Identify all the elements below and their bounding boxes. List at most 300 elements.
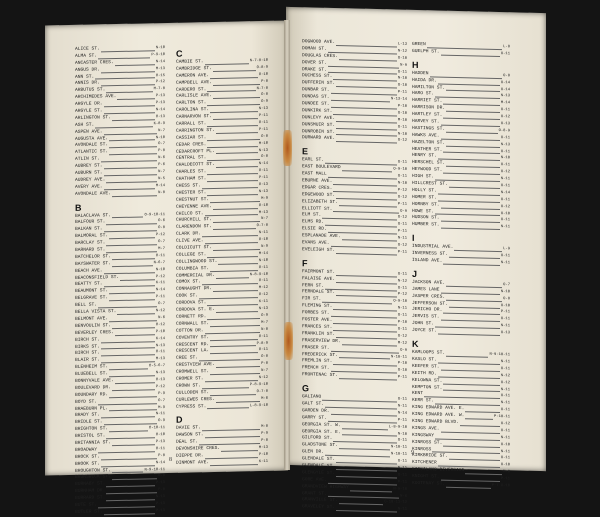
street-name: AUGUSTA AVE. [75, 135, 109, 142]
map-grid-code: O-12 [397, 334, 407, 339]
map-grid-code: O-8-9 [498, 128, 510, 134]
street-name: DAWSON ST. [176, 432, 204, 439]
map-grid-code: P-11 [397, 202, 407, 207]
street-name: KINROSS ST. [412, 439, 443, 446]
leader-line [112, 195, 157, 197]
map-grid-code: O-10-11 [149, 426, 165, 431]
street-name: DOVER ST. [302, 59, 327, 66]
street-name: DIEPPE DR. [176, 453, 204, 459]
street-name: GRANT ST. [302, 490, 327, 497]
leader-line [336, 253, 397, 255]
map-grid-code: K-11 [258, 300, 268, 305]
street-name: KEMPTON ST. [412, 384, 443, 391]
map-grid-code: K-11 [258, 459, 268, 464]
map-grid-code: O-11 [500, 317, 510, 322]
street-name: CAROLINA ST. [176, 107, 210, 114]
map-grid-code: P-11 [397, 250, 407, 255]
street-name: DINMONT AVE. [176, 459, 210, 466]
street-name: ATLIN ST. [75, 156, 100, 163]
map-grid-code: P-9-10 [151, 52, 165, 58]
map-grid-code: N-7-8-10 [249, 58, 268, 64]
map-grid-code: O-10-11-12 [384, 500, 407, 506]
map-grid-code: M-13 [155, 357, 165, 362]
map-grid-code: O-11 [397, 125, 407, 130]
right-page-column-1 [302, 39, 407, 514]
left-page-number: 8 [169, 456, 172, 463]
map-grid-code: P-12 [397, 293, 407, 298]
street-name: DUNBAR ST. [302, 87, 330, 94]
map-grid-code: O-12 [500, 204, 510, 209]
map-grid-code: O-11 [258, 169, 268, 174]
street-entry [75, 508, 165, 517]
street-name: HAMILTON ST. [412, 84, 446, 91]
street-name: FIR ST. [302, 296, 322, 303]
map-grid-code: N-9 [261, 244, 268, 250]
map-grid-code: O-11 [500, 108, 510, 113]
street-name: JOHN ST. [412, 321, 435, 327]
map-grid-code: O-7-8 [256, 389, 268, 394]
map-grid-code: O-9-10 [393, 299, 407, 305]
map-grid-code: P-8 [261, 79, 268, 84]
map-grid-code: N-10 [155, 135, 165, 140]
street-name: HAWKS AVE. [412, 132, 440, 139]
street-name: CHARLES ST. [176, 169, 207, 176]
leader-line [443, 264, 500, 266]
map-grid-code: N-13 [258, 189, 268, 194]
street-name: HIGH ST. [412, 174, 435, 180]
street-name: ANN ST. [75, 74, 95, 80]
street-name: ALICE ST. [75, 46, 100, 52]
street-name: KINGSWAY [412, 432, 435, 439]
map-grid-code: O-5-6-7 [149, 364, 165, 369]
street-name: EARL ST. [302, 157, 325, 164]
map-grid-code: O-11 [155, 446, 165, 452]
map-grid-code: O-11 [500, 366, 510, 372]
street-name: CORDOVA ST. E. [176, 307, 215, 313]
street-name: BENVOULIN ST. [75, 322, 111, 329]
street-name: ASPEN AVE. [75, 129, 103, 135]
map-grid-code: O-7 [503, 283, 510, 288]
map-grid-code: P-10 [258, 452, 268, 458]
map-grid-code: N-13 [258, 148, 268, 153]
map-grid-code: N-10-11 [391, 452, 407, 457]
street-name: BIRCH ST. [75, 350, 100, 357]
map-grid-code: L-8-9-10 [249, 403, 268, 408]
street-name: CARRINGTON ST. [176, 127, 215, 134]
map-grid-code: N-11 [500, 177, 510, 182]
street-name: BROUGHTON ST. [75, 467, 111, 474]
street-name: HOWE ST. [412, 208, 435, 215]
street-name: CONNAUGHT DR. [176, 286, 212, 293]
map-grid-code: N-11 [500, 324, 510, 329]
street-name: GLENGYLE ST. [302, 470, 336, 476]
map-grid-code: M-10 [397, 118, 407, 123]
street-name: FREDERICK ST. [302, 351, 338, 358]
map-grid-code: P-7-8-10 [491, 483, 510, 489]
street-name: BELGRAVE ST. [75, 295, 109, 302]
street-name: CHESTNUT ST. [176, 196, 210, 203]
map-grid-code: P-11 [258, 175, 268, 181]
street-name: CARRALL ST. [176, 121, 207, 127]
street-name: CARNARVON ST. [176, 114, 212, 120]
street-name: BALKAN ST. [75, 226, 103, 233]
street-name: GLENDALE ST. [302, 463, 336, 469]
street-entry [412, 328, 510, 337]
street-name: EVELEIGH ST. [302, 247, 336, 253]
map-grid-code: P-13 [155, 508, 165, 514]
street-name: ALMA ST. [75, 53, 98, 59]
map-grid-code: P-10 [397, 361, 407, 367]
street-name: CARLTON ST. [176, 100, 207, 107]
map-grid-code: O-11 [397, 222, 407, 228]
street-name: ESPLANADE AVE. [302, 233, 341, 240]
street-name: JACKSON AVE. [412, 279, 446, 286]
street-name: FOSTER AVE. [302, 317, 333, 324]
map-grid-code: O-12 [397, 216, 407, 221]
map-grid-code: N-13 [155, 343, 165, 348]
map-grid-code: N-11 [397, 306, 407, 312]
street-name: GRAVELEY ST. [302, 504, 336, 511]
street-name: ARBUTUS ST. [75, 87, 106, 94]
map-grid-code: M-14 [500, 101, 510, 106]
street-name: CAMBIE ST. [176, 59, 204, 65]
map-grid-code: N-11 [397, 466, 407, 471]
street-name: BURRARD ST. [75, 495, 106, 502]
map-grid-code: P-12 [155, 384, 165, 390]
section-letter: B [75, 202, 82, 213]
street-name: GARDEN DR. [302, 408, 330, 414]
map-grid-code: N-11 [500, 261, 510, 266]
street-name: DOUGLAS CRES. [302, 52, 338, 59]
street-name: BARNARD ST. [75, 247, 106, 253]
street-name: ANGUS DR. [75, 67, 100, 73]
leader-line [336, 141, 397, 143]
street-name: HASTINGS ST. [412, 125, 446, 132]
map-grid-code: O-11 [155, 253, 165, 259]
street-name: CHESS ST. [176, 183, 201, 189]
street-name: JOYCE ST. [412, 328, 437, 334]
map-grid-code: N-11 [155, 412, 165, 417]
street-name: CLARK DR. [176, 231, 201, 238]
map-grid-code: O-8-9 [256, 65, 268, 70]
map-grid-code: O-11 [500, 135, 510, 141]
map-grid-code: P-8 [158, 488, 165, 493]
section-letter: H [412, 59, 419, 70]
map-grid-code: N-11 [500, 225, 510, 230]
map-grid-code: P-10 [155, 329, 165, 334]
map-grid-code: N-8-9-10 [249, 272, 268, 277]
street-name: AUBURN ST. [75, 170, 103, 176]
map-grid-code: P-11 [397, 229, 407, 235]
map-grid-code: O-9-10 [393, 167, 407, 173]
street-name: ELSIE RD. [302, 226, 327, 233]
street-name: GLEN DR. [302, 449, 325, 455]
street-name: HOLLY ST. [412, 187, 437, 194]
street-name: BLAIR ST. [75, 357, 100, 364]
street-name: EDGAR CRES. [302, 185, 333, 191]
map-grid-code: P-8-9-10 [249, 382, 268, 388]
street-name: INVERNESS ST. [412, 251, 448, 257]
map-grid-code: O-11 [397, 438, 407, 444]
street-name: CAMERON AVE. [176, 72, 210, 79]
street-name: BARCLAY ST. [75, 240, 106, 247]
leader-line [104, 513, 155, 515]
street-name: EBURNE AVE. [302, 178, 333, 184]
map-grid-code: N-13 [258, 107, 268, 112]
map-grid-code: N-12 [397, 49, 407, 54]
map-grid-code: O-12 [397, 195, 407, 200]
street-name: HOMER ST. [412, 194, 437, 201]
map-grid-code: O-10 [397, 111, 407, 116]
street-name: ASH ST. [75, 122, 95, 128]
street-name: AUDREY AVE. [75, 177, 106, 183]
street-name: GORE AVE. [302, 476, 327, 483]
map-grid-code: P-11 [258, 127, 268, 132]
map-grid-code: O-9 [400, 209, 407, 214]
street-name: CEDAR CRES. [176, 141, 207, 148]
map-grid-code: N-7 [261, 368, 268, 374]
map-grid-code: N-10 [397, 132, 407, 137]
map-grid-code: N-11 [500, 387, 510, 392]
map-grid-code: P-10 [397, 104, 407, 109]
street-name: CORNETT RD. [176, 314, 207, 320]
map-grid-code: N-9-10 [393, 487, 407, 492]
street-name: FALAISE AVE. [302, 275, 336, 282]
street-name: HAIDA DR. [412, 77, 437, 84]
map-grid-code: O-11 [500, 149, 510, 154]
street-name: FERNDALE ST. [302, 289, 336, 296]
map-grid-code: P-13 [155, 101, 165, 106]
street-name: DOGWOOD AVE. [302, 39, 336, 46]
street-name: HEATHER ST. [412, 146, 443, 153]
street-name: CURLEWES CRES. [176, 396, 215, 403]
left-page-column-1 [75, 45, 165, 517]
map-grid-code: N-7 [158, 170, 165, 175]
map-grid-code: O-13 [155, 114, 165, 120]
map-grid-code: O-11 [397, 70, 407, 75]
map-grid-code: O-10 [258, 203, 268, 208]
street-name: CULLODEN ST. [176, 389, 210, 396]
map-grid-code: N-12 [397, 279, 407, 284]
map-grid-code: N-8 [158, 190, 165, 195]
map-grid-code: N-10 [258, 258, 268, 263]
street-name: HILLCREST ST. [412, 180, 448, 187]
street-name: KINGS AVE. [412, 425, 440, 432]
map-grid-code: O-11 [258, 279, 268, 284]
street-name: COMMERCIAL DR. [176, 272, 215, 279]
map-grid-code: N-10 [155, 267, 165, 272]
map-grid-code: N-14 [258, 162, 268, 167]
street-name: JERVIS ST. [412, 314, 440, 320]
street-name: EAST BOULEVARD [302, 164, 341, 171]
map-grid-code: P-11 [155, 295, 165, 300]
map-grid-code: N-11 [397, 236, 407, 241]
map-grid-code: O-10 [500, 211, 510, 216]
map-grid-code: O-10 [397, 83, 407, 89]
street-name: KING EDWARD AVE. W. [412, 411, 465, 419]
leader-line [207, 408, 248, 410]
street-name: DOMAN ST. [302, 46, 327, 52]
right-page-column-2 [412, 42, 510, 490]
street-name: KITSILANO DIVERSION [412, 467, 465, 474]
map-grid-code: M-7-8 [153, 87, 165, 92]
map-grid-code: P-13 [155, 481, 165, 486]
street-name: INDUSTRIAL AVE. [412, 244, 454, 251]
map-grid-code: M-6 [261, 396, 268, 401]
map-grid-code: P-9 [261, 432, 268, 437]
street-name: FRONTENAC ST. [302, 372, 338, 379]
map-grid-code: O-13 [258, 182, 268, 188]
street-name: BEACONSFIELD ST. [75, 274, 120, 281]
street-name: BRITANNIA ST. [75, 440, 111, 446]
map-grid-code: P-11 [500, 477, 510, 482]
map-grid-code: N-13 [500, 94, 510, 99]
street-name: GRANDVIEW HIGHWAY [302, 483, 349, 491]
map-grid-code: P-8 [158, 453, 165, 458]
map-grid-code: M-12 [397, 341, 407, 346]
map-grid-code: O-12 [155, 322, 165, 328]
street-name: GUELPH ST. [412, 48, 440, 55]
street-name: BEACH AVE. [75, 268, 103, 274]
map-grid-code: N-10 [397, 181, 407, 186]
map-grid-code: O-11 [397, 459, 407, 464]
map-grid-code: N-7 [158, 128, 165, 133]
street-name: BUTLER ST. [75, 509, 103, 515]
map-grid-code: O-11 [500, 394, 510, 399]
map-grid-code: N-10-11 [391, 445, 407, 451]
street-name: DURWARD AVE. [302, 135, 336, 142]
right-page-number: 9 [411, 449, 414, 456]
leader-line [446, 487, 491, 489]
map-grid-code: P-13 [155, 94, 165, 99]
street-name: KEEFER ST. [412, 363, 440, 370]
street-name: FERN ST. [302, 282, 325, 289]
map-grid-code: M-14 [155, 183, 165, 189]
street-name: JASPER CRES. [412, 293, 446, 300]
section-letter: D [176, 415, 183, 426]
map-grid-code: N-10-11 [391, 354, 407, 360]
street-name: GLADSTONE ST. [302, 442, 338, 449]
street-name: DUNDAS ST. [302, 94, 330, 100]
map-grid-code: P-11 [397, 418, 407, 423]
map-grid-code: O-11 [500, 51, 510, 57]
map-grid-code: O-11 [397, 272, 407, 277]
street-name: AUBREY ST. [75, 163, 103, 170]
map-grid-code: P-8 [158, 149, 165, 154]
map-grid-code: K-14 [155, 336, 165, 341]
map-grid-code: O-11 [155, 350, 165, 355]
street-name: COVENTRY ST. [176, 334, 210, 341]
map-grid-code: N-6 [158, 156, 165, 161]
staple-rust-stain-lower [284, 322, 293, 360]
map-grid-code: N-5 [158, 176, 165, 182]
map-grid-code: N-9 [400, 63, 407, 68]
leader-line [339, 378, 397, 380]
street-name: DAVIE ST. [176, 425, 201, 432]
left-page [45, 20, 288, 515]
street-name: BOUNDARY RD. [75, 391, 109, 398]
map-grid-code: L-9 [503, 247, 510, 252]
map-grid-code: N-7 [261, 217, 268, 222]
street-name: KING EDWARD BLVD. [412, 418, 459, 426]
map-grid-code: O-11 [500, 218, 510, 223]
street-name: BONNYVALE AVE. [75, 378, 114, 384]
street-name: BURNABY ST. [75, 481, 106, 488]
map-grid-code: K-11 [155, 281, 165, 286]
map-grid-code: P-11 [500, 310, 510, 315]
street-name: CYPRESS ST. [176, 403, 207, 410]
street-name: BOYD ST. [75, 399, 98, 405]
map-grid-code: P-13 [155, 440, 165, 445]
map-grid-code: N-11 [397, 404, 407, 409]
street-name: BALMORAL ST. [75, 233, 109, 240]
street-name: KEITH RD. [412, 370, 437, 377]
street-name: ANNIS DR. [75, 80, 100, 87]
map-grid-code: M-7 [261, 320, 268, 325]
map-grid-code: N-6 [400, 494, 407, 499]
map-grid-code: N-8 [261, 327, 268, 332]
section-letter: K [412, 338, 419, 350]
staple-rust-stain-upper [283, 130, 292, 166]
map-grid-code: O-9 [261, 313, 268, 318]
street-name: KIRKBRIDE ST. [412, 453, 448, 460]
map-grid-code: N-14 [155, 288, 165, 293]
street-name: FAIRMONT ST. [302, 269, 336, 275]
street-name: ELLIOTT ST. [302, 205, 333, 212]
map-grid-code: O-8 [261, 355, 268, 360]
street-name: CARDERO ST. [176, 86, 207, 93]
street-entry [302, 247, 407, 256]
map-grid-code: O-11 [397, 313, 407, 318]
map-grid-code: M-13 [258, 210, 268, 215]
map-grid-code: O-11 [397, 473, 407, 478]
map-grid-code: O-13 [155, 377, 165, 383]
section-letter: J [412, 268, 418, 279]
street-name: DUNROBIN ST. [302, 128, 336, 135]
leader-line [441, 228, 500, 230]
map-grid-code: N-13 [500, 142, 510, 147]
map-grid-code: O-8 [503, 296, 510, 302]
map-grid-code: N-14 [155, 108, 165, 113]
street-name: HUDSON ST. [412, 215, 440, 222]
map-grid-code: O-9 [158, 419, 165, 424]
street-name: CORDOVA ST. [176, 300, 207, 306]
street-name: KASLO ST. [412, 356, 437, 363]
street-name: HARTLEY ST. [412, 112, 443, 118]
map-grid-code: O-7 [158, 398, 165, 403]
map-grid-code: M-13 [258, 445, 268, 451]
street-name: COLDICUTT ST. [176, 245, 212, 251]
map-grid-code: O-10 [500, 463, 510, 468]
map-grid-code: N-11 [258, 231, 268, 236]
street-name: GREEN [412, 41, 426, 48]
street-name: BOULEVARD DR. [75, 385, 111, 391]
map-grid-code: O-9-10-11 [144, 212, 165, 218]
map-grid-code: O-14 [500, 87, 510, 92]
street-entry [302, 136, 407, 145]
street-name: KOOTENAY ST. [412, 480, 446, 487]
street-name: CLARENDON ST. [176, 224, 212, 231]
leader-line [441, 54, 500, 56]
map-grid-code: P-10 [397, 320, 407, 325]
street-name: DEAL ST. [176, 439, 199, 445]
map-grid-code: O-11 [397, 160, 407, 166]
street-name: DUCHESS ST. [302, 73, 333, 80]
street-name: CHILCO ST. [176, 210, 204, 217]
left-page-column-2 [176, 43, 268, 468]
street-name: CRESTVIEW AVE. [176, 362, 215, 368]
street-name: HUMBER ST. [412, 222, 440, 228]
